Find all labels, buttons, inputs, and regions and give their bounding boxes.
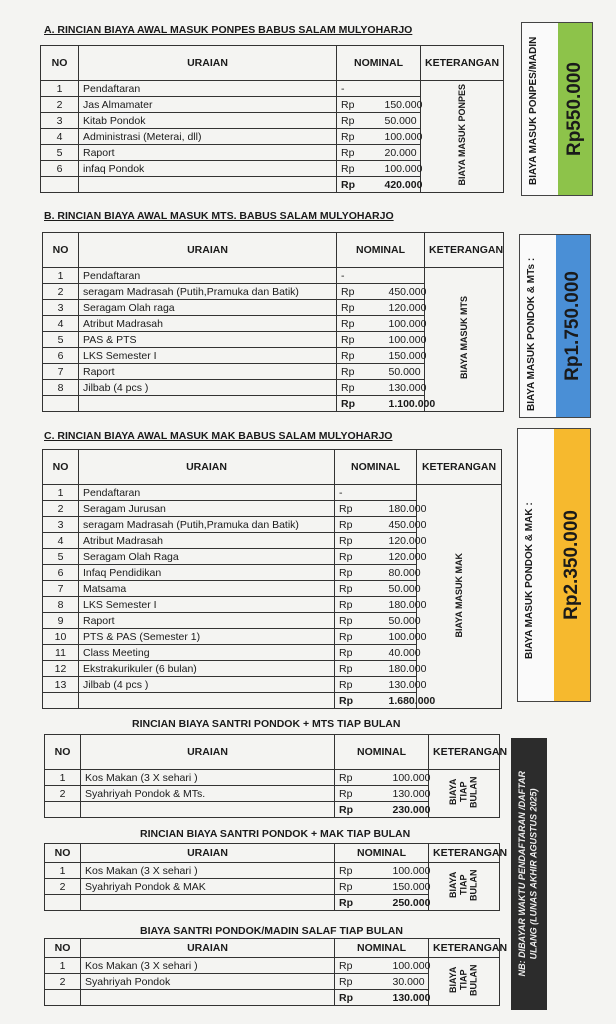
- row-amount: 180.000: [385, 661, 417, 677]
- col-header-uraian: URAIAN: [79, 46, 337, 81]
- row-number: 7: [43, 581, 79, 597]
- row-item: Atribut Madrasah: [79, 316, 337, 332]
- row-currency: Rp: [335, 517, 385, 533]
- row-number: 8: [43, 380, 79, 396]
- payment-note-line2: ULANG (LUNAS AKHIR AGUSTUS 2025): [529, 788, 539, 960]
- row-number: 6: [43, 348, 79, 364]
- row-number: 1: [43, 485, 79, 501]
- fee-table-monthly-mts: [44, 734, 508, 818]
- row-item: PAS & PTS: [79, 332, 337, 348]
- row-currency: Rp: [337, 145, 381, 161]
- row-currency: Rp: [337, 129, 381, 145]
- row-item: LKS Semester I: [79, 348, 337, 364]
- row-number: 1: [41, 81, 79, 97]
- row-amount: 130.000: [385, 380, 425, 396]
- row-amount: 40.000: [385, 645, 417, 661]
- row-amount: 80.000: [385, 565, 417, 581]
- row-currency: Rp: [337, 97, 381, 113]
- total-currency: Rp: [335, 990, 389, 1006]
- row-item: seragam Madrasah (Putih,Pramuka dan Batik): [79, 517, 335, 533]
- row-currency: Rp: [337, 161, 381, 177]
- summary-mts-amount: Rp1.750.000: [562, 271, 583, 381]
- summary-ponpes-fill: [558, 23, 592, 195]
- row-currency: Rp: [337, 300, 385, 316]
- row-item: Seragam Jurusan: [79, 501, 335, 517]
- payment-note-box: [511, 738, 547, 1010]
- total-amount: 1.680.000: [385, 693, 417, 709]
- row-amount: -: [335, 485, 385, 501]
- row-currency: Rp: [335, 863, 389, 879]
- row-number: 2: [41, 97, 79, 113]
- total-amount: 250.000: [389, 895, 429, 911]
- row-number: 12: [43, 661, 79, 677]
- col-header-no: NO: [43, 233, 79, 268]
- row-amount: 150.000: [385, 348, 425, 364]
- row-amount: 450.000: [385, 517, 417, 533]
- row-item: PTS & PAS (Semester 1): [79, 629, 335, 645]
- col-header-no: NO: [41, 46, 79, 81]
- fee-table-mts: [42, 232, 504, 412]
- keterangan-text: BIAYA TIAP BULAN: [448, 964, 480, 996]
- fee-table-ponpes: [40, 45, 504, 193]
- section-c-title: C. RINCIAN BIAYA AWAL MASUK MAK BABUS SALAM MULYOHARJO: [44, 430, 393, 442]
- row-amount: 150.000: [389, 879, 429, 895]
- row-amount: 50.000: [385, 581, 417, 597]
- keterangan-text: BIAYA MASUK PONPES: [456, 84, 467, 186]
- payment-note-line1: NB: DIBAYAR WAKTU PENDAFTARAN /DAFTAR: [517, 771, 528, 977]
- table-row: [43, 485, 502, 501]
- keterangan-cell: [425, 268, 504, 412]
- row-number: 11: [43, 645, 79, 661]
- row-number: 1: [43, 268, 79, 284]
- total-currency: Rp: [335, 895, 389, 911]
- row-amount: 100.000: [381, 129, 421, 145]
- row-amount: 100.000: [389, 958, 429, 974]
- row-number: 1: [45, 863, 81, 879]
- keterangan-cell: [429, 958, 500, 1006]
- col-header-uraian: URAIAN: [79, 450, 335, 485]
- row-amount: 100.000: [385, 629, 417, 645]
- row-item: Kos Makan (3 X sehari ): [81, 958, 335, 974]
- row-currency: Rp: [337, 316, 385, 332]
- col-header-uraian: URAIAN: [81, 735, 335, 770]
- col-header-uraian: URAIAN: [81, 844, 335, 863]
- row-number: 2: [43, 284, 79, 300]
- fee-table-mak: [42, 449, 502, 709]
- row-item: Kitab Pondok: [79, 113, 337, 129]
- summary-mak-fill: [554, 429, 590, 701]
- col-header-keterangan: KETERANGAN: [425, 233, 504, 268]
- row-amount: 50.000: [385, 364, 425, 380]
- col-header-nominal: NOMINAL: [335, 450, 417, 485]
- col-header-nominal: NOMINAL: [337, 46, 421, 81]
- row-amount: 100.000: [381, 161, 421, 177]
- row-amount: 20.000: [381, 145, 421, 161]
- row-currency: Rp: [335, 629, 385, 645]
- row-currency: Rp: [337, 284, 385, 300]
- row-currency: Rp: [335, 770, 389, 786]
- summary-ponpes-amount: Rp550.000: [564, 61, 585, 156]
- row-item: Jilbab (4 pcs ): [79, 380, 337, 396]
- row-number: 2: [45, 879, 81, 895]
- row-number: 4: [43, 316, 79, 332]
- row-currency: Rp: [335, 533, 385, 549]
- row-number: 1: [45, 958, 81, 974]
- row-amount: 100.000: [385, 316, 425, 332]
- row-item: Jas Almamater: [79, 97, 337, 113]
- row-number: 3: [43, 300, 79, 316]
- row-number: 5: [41, 145, 79, 161]
- keterangan-cell: [417, 485, 502, 709]
- col-header-nominal: NOMINAL: [335, 735, 429, 770]
- row-item: Ekstrakurikuler (6 bulan): [79, 661, 335, 677]
- row-currency: Rp: [335, 501, 385, 517]
- row-item: Raport: [79, 613, 335, 629]
- row-item: Atribut Madrasah: [79, 533, 335, 549]
- keterangan-text: BIAYA TIAP BULAN: [448, 776, 480, 808]
- row-currency: Rp: [335, 974, 389, 990]
- row-amount: 180.000: [385, 501, 417, 517]
- col-header-no: NO: [45, 735, 81, 770]
- summary-mak-amount: Rp2.350.000: [561, 510, 582, 620]
- row-item: Pendaftaran: [79, 268, 337, 284]
- row-number: 5: [43, 332, 79, 348]
- row-amount: 100.000: [385, 332, 425, 348]
- row-item: Class Meeting: [79, 645, 335, 661]
- row-item: Infaq Pendidikan: [79, 565, 335, 581]
- total-currency: Rp: [337, 396, 385, 412]
- col-header-nominal: NOMINAL: [335, 844, 429, 863]
- row-item: Matsama: [79, 581, 335, 597]
- fee-table-monthly-mak: [44, 843, 508, 911]
- row-amount: 100.000: [389, 863, 429, 879]
- row-item: Administrasi (Meterai, dll): [79, 129, 337, 145]
- row-number: 2: [45, 786, 81, 802]
- row-number: 5: [43, 549, 79, 565]
- row-number: 4: [41, 129, 79, 145]
- keterangan-text: BIAYA TIAP BULAN: [448, 869, 480, 901]
- row-amount: -: [337, 81, 381, 97]
- keterangan-cell: [429, 863, 500, 911]
- row-item: seragam Madrasah (Putih,Pramuka dan Batik): [79, 284, 337, 300]
- table-row: [45, 770, 500, 786]
- total-row: [43, 396, 504, 412]
- row-item: Pendaftaran: [79, 81, 337, 97]
- section-e-title: RINCIAN BIAYA SANTRI PONDOK + MAK TIAP BULAN: [140, 828, 411, 840]
- col-header-keterangan: KETERANGAN: [429, 844, 500, 863]
- row-currency: Rp: [335, 613, 385, 629]
- row-currency: Rp: [335, 645, 385, 661]
- row-number: 10: [43, 629, 79, 645]
- summary-ponpes-box: [521, 22, 593, 196]
- row-currency: Rp: [337, 348, 385, 364]
- row-currency: Rp: [335, 549, 385, 565]
- row-number: 6: [43, 565, 79, 581]
- row-item: Kos Makan (3 X sehari ): [81, 863, 335, 879]
- row-number: 1: [45, 770, 81, 786]
- table-row: [41, 81, 504, 97]
- row-item: Kos Makan (3 X sehari ): [81, 770, 335, 786]
- row-currency: Rp: [335, 958, 389, 974]
- total-row: [43, 693, 502, 709]
- row-amount: 50.000: [385, 613, 417, 629]
- table-row: [45, 958, 500, 974]
- col-header-nominal: NOMINAL: [335, 939, 429, 958]
- row-item: Seragam Olah Raga: [79, 549, 335, 565]
- row-item: Syahriyah Pondok: [81, 974, 335, 990]
- row-number: 9: [43, 613, 79, 629]
- row-currency: Rp: [335, 565, 385, 581]
- row-item: Pendaftaran: [79, 485, 335, 501]
- row-amount: 150.000: [381, 97, 421, 113]
- row-item: LKS Semester I: [79, 597, 335, 613]
- total-amount: 130.000: [389, 990, 429, 1006]
- row-currency: Rp: [335, 581, 385, 597]
- summary-mts-fill: [556, 235, 590, 417]
- table-row: [45, 863, 500, 879]
- col-header-no: NO: [45, 939, 81, 958]
- total-amount: 1.100.000: [385, 396, 425, 412]
- keterangan-cell: [421, 81, 504, 193]
- row-currency: Rp: [337, 332, 385, 348]
- row-item: Syahriyah Pondok & MTs.: [81, 786, 335, 802]
- row-number: 4: [43, 533, 79, 549]
- row-amount: 180.000: [385, 597, 417, 613]
- col-header-keterangan: KETERANGAN: [417, 450, 502, 485]
- row-amount: 30.000: [389, 974, 429, 990]
- row-currency: Rp: [335, 677, 385, 693]
- total-currency: Rp: [337, 177, 381, 193]
- col-header-keterangan: KETERANGAN: [421, 46, 504, 81]
- keterangan-cell: [429, 770, 500, 818]
- row-currency: Rp: [337, 364, 385, 380]
- summary-ponpes-label: BIAYA MASUK PONPES/MADIN: [528, 36, 539, 185]
- row-currency: Rp: [335, 879, 389, 895]
- row-number: 2: [43, 501, 79, 517]
- row-item: Syahriyah Pondok & MAK: [81, 879, 335, 895]
- row-item: Seragam Olah raga: [79, 300, 337, 316]
- section-d-title: RINCIAN BIAYA SANTRI PONDOK + MTS TIAP BULAN: [132, 718, 401, 730]
- row-amount: 450.000: [385, 284, 425, 300]
- row-number: 3: [43, 517, 79, 533]
- row-number: 2: [45, 974, 81, 990]
- total-currency: Rp: [335, 802, 389, 818]
- row-amount: 120.000: [385, 300, 425, 316]
- row-item: Raport: [79, 364, 337, 380]
- row-amount: 50.000: [381, 113, 421, 129]
- fee-table-monthly-salaf: [44, 938, 508, 1006]
- row-number: 7: [43, 364, 79, 380]
- row-currency: Rp: [335, 661, 385, 677]
- table-row: [43, 268, 504, 284]
- col-header-uraian: URAIAN: [81, 939, 335, 958]
- total-amount: 230.000: [389, 802, 429, 818]
- row-amount: 130.000: [385, 677, 417, 693]
- row-number: 8: [43, 597, 79, 613]
- row-item: Jilbab (4 pcs ): [79, 677, 335, 693]
- row-number: 13: [43, 677, 79, 693]
- summary-mak-label: BIAYA MASUK PONDOK & MAK :: [524, 502, 535, 659]
- section-f-title: BIAYA SANTRI PONDOK/MADIN SALAF TIAP BULAN: [140, 925, 403, 937]
- row-number: 3: [41, 113, 79, 129]
- col-header-keterangan: KETERANGAN: [429, 939, 500, 958]
- row-item: Raport: [79, 145, 337, 161]
- col-header-no: NO: [43, 450, 79, 485]
- section-a-title: A. RINCIAN BIAYA AWAL MASUK PONPES BABUS SALAM MULYOHARJO: [44, 24, 413, 36]
- payment-note: [517, 771, 540, 976]
- row-amount: 120.000: [385, 549, 417, 565]
- total-amount: 420.000: [381, 177, 421, 193]
- section-b-title: B. RINCIAN BIAYA AWAL MASUK MTS. BABUS SALAM MULYOHARJO: [44, 210, 394, 222]
- col-header-uraian: URAIAN: [79, 233, 337, 268]
- row-amount: 130.000: [389, 786, 429, 802]
- col-header-keterangan: KETERANGAN: [429, 735, 500, 770]
- row-amount: -: [337, 268, 385, 284]
- keterangan-text: BIAYA MASUK MTS: [458, 296, 469, 380]
- total-currency: Rp: [335, 693, 385, 709]
- row-currency: Rp: [335, 786, 389, 802]
- row-item: infaq Pondok: [79, 161, 337, 177]
- col-header-nominal: NOMINAL: [337, 233, 425, 268]
- row-number: 6: [41, 161, 79, 177]
- row-currency: Rp: [337, 113, 381, 129]
- summary-mts-box: [519, 234, 591, 418]
- col-header-no: NO: [45, 844, 81, 863]
- summary-mak-box: [517, 428, 591, 702]
- summary-mts-label: BIAYA MASUK PONDOK & MTs :: [526, 257, 537, 411]
- keterangan-text: BIAYA MASUK MAK: [453, 552, 464, 638]
- row-currency: Rp: [335, 597, 385, 613]
- row-currency: Rp: [337, 380, 385, 396]
- row-amount: 100.000: [389, 770, 429, 786]
- row-amount: 120.000: [385, 533, 417, 549]
